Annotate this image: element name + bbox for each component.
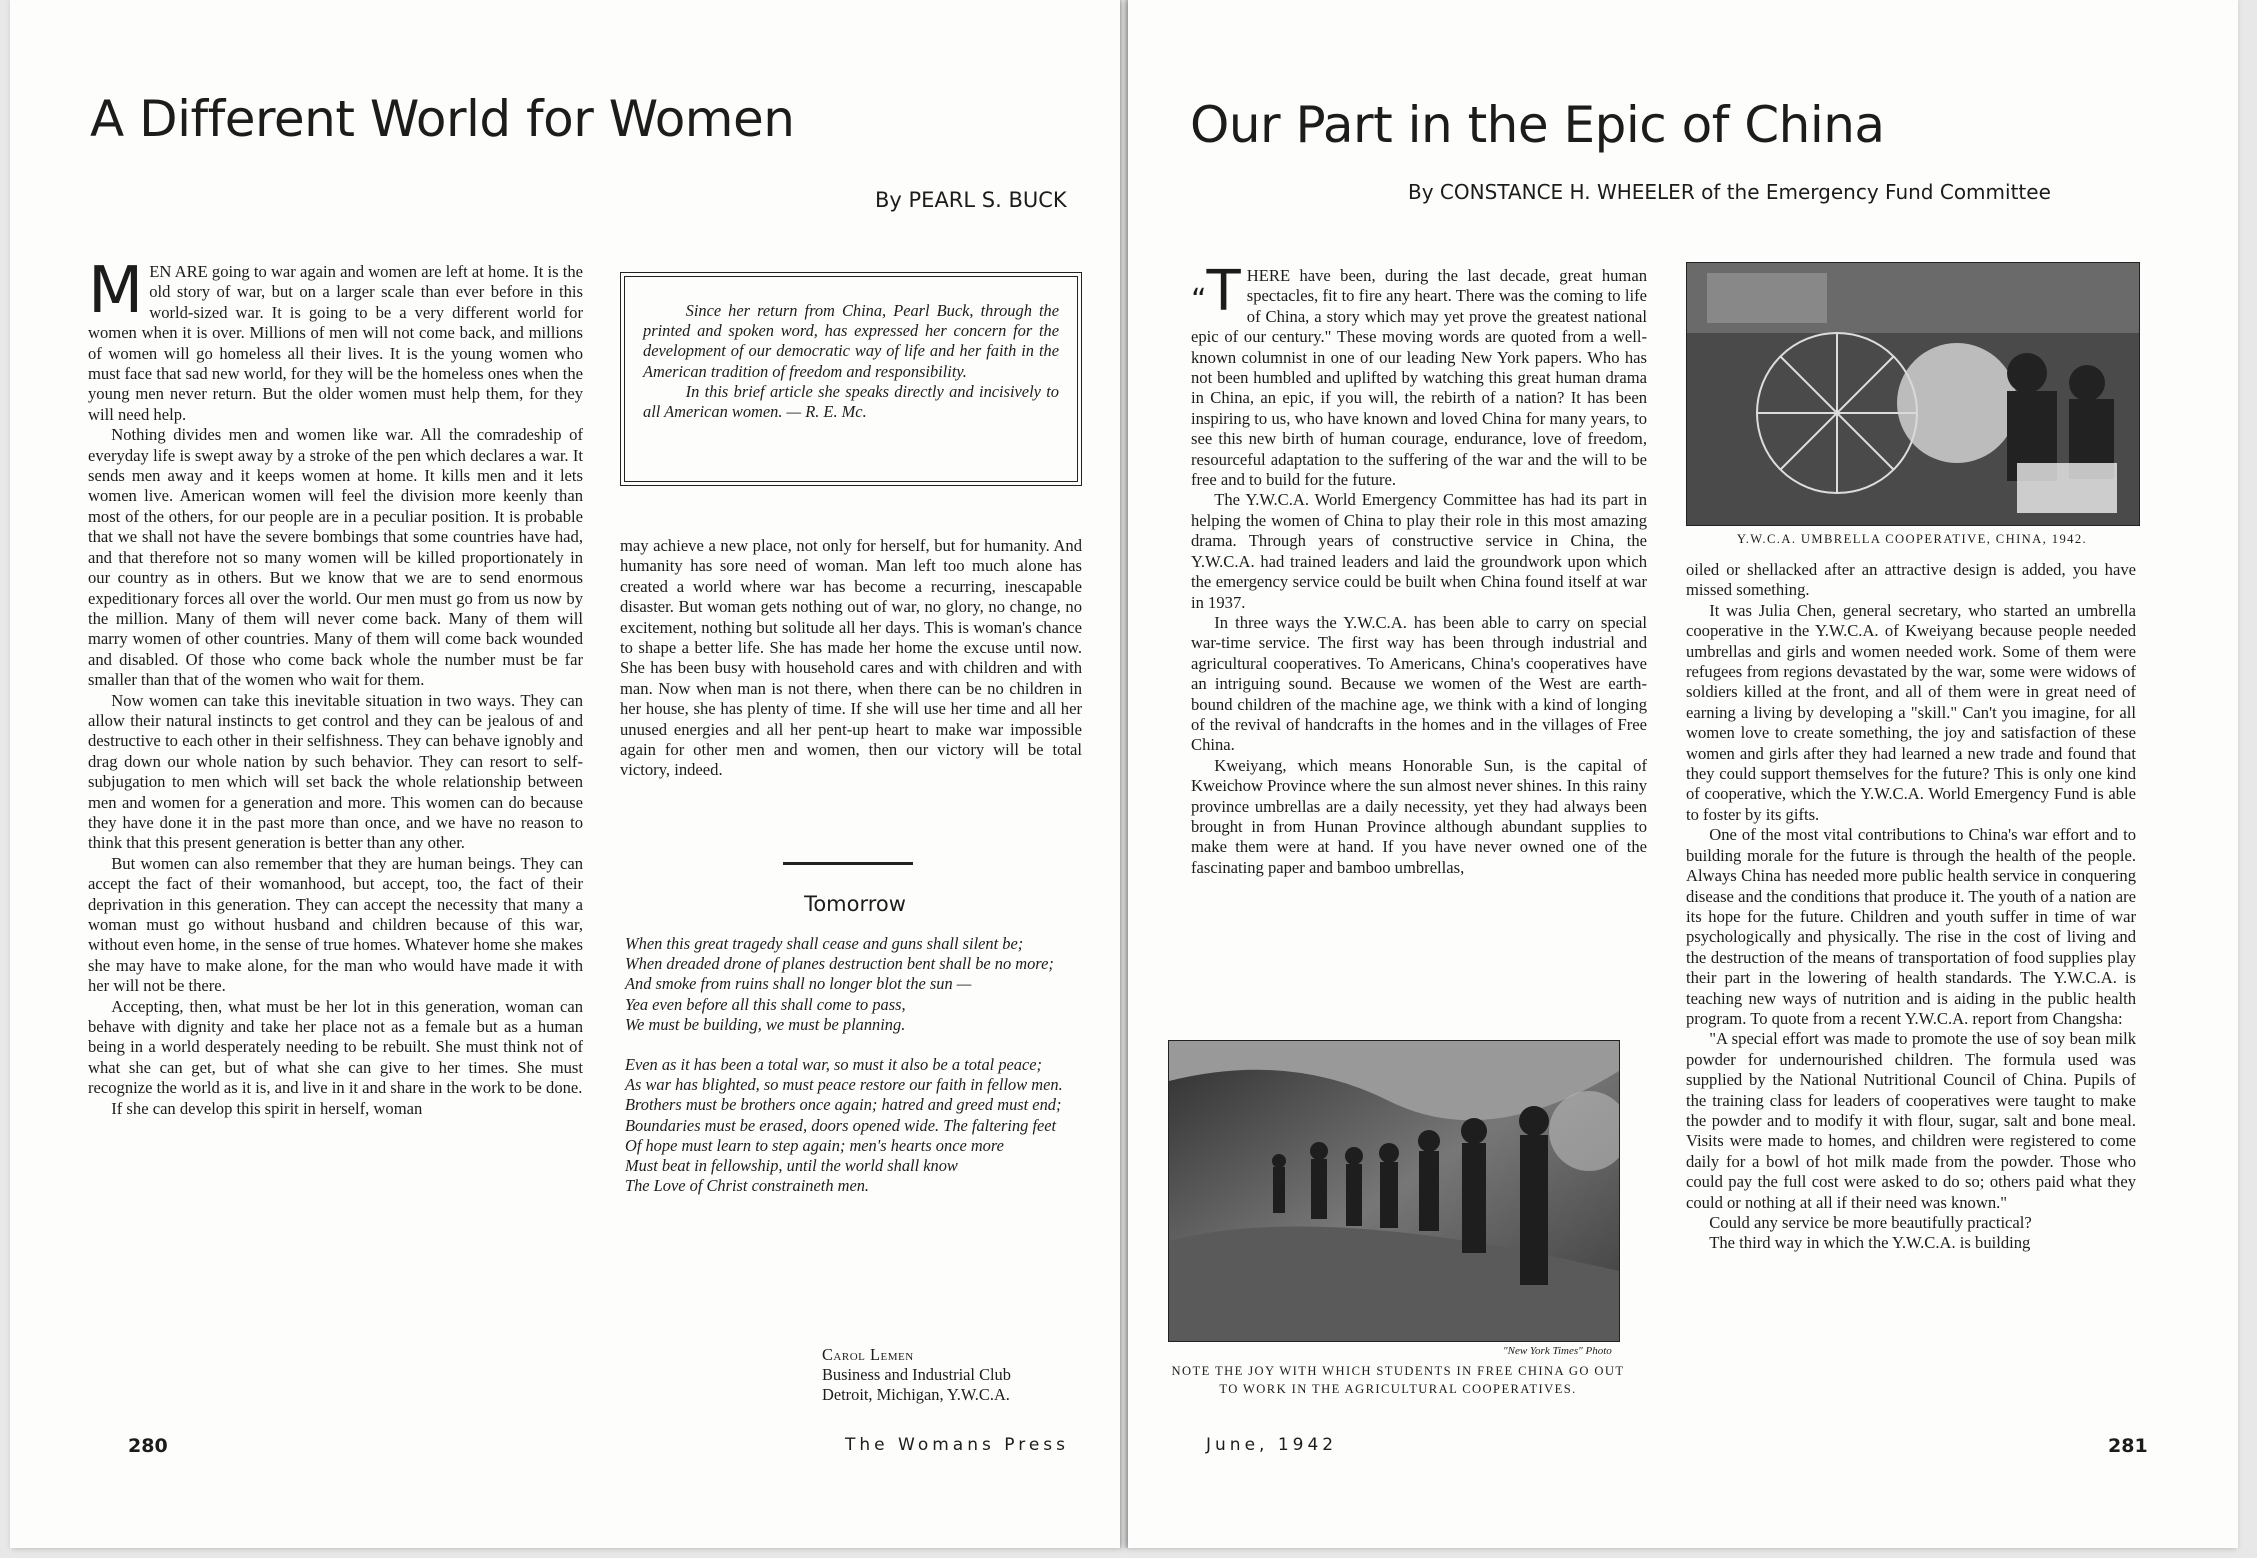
paragraph: may achieve a new place, not only for herself, but for humanity. And humanity has sore need of woman. Man left too much alone has created a world where war has become a recurring, inescapable disaster. But woman gets nothing out of war, no glory, no change, no excitement, nothing but solitude all her days. This is woman's chance to shape a better life. She has made her home the excuse until now. She has been busy with household cares and with children and with man. Now when man is not there, when there can be no children in her house, she has plenty of time. If she will use her time and all her unused energies and all her pent-up heart to make war impossible again for other men and women, then our victory will be total victory, indeed.	[620, 536, 1082, 780]
paragraph: Accepting, then, what must be her lot in this generation, woman can behave with dignity and take her place not as a female but as a human being in a world desperately needing to be rebuilt. She must think not of what she can get, but of what she can give to her times. She must recognize the world as it is, and live in it and share in the work to be done.	[88, 996, 583, 1098]
poem-line: Must beat in fellowship, until the world shall know	[625, 1156, 958, 1176]
paragraph: It was Julia Chen, general secretary, who started an umbrella cooperative in the Y.W.C.A. of Kweiyang because people needed umbrellas and girls and women needed work. Some of them were refugees from regions devastated by the war, some were widows of soldiers killed at the front, and all of them were in great need of earning a living by developing a "skill." Can't you imagine, for all women love to create something, the joy and satisfaction of these women and girls after they had learned a new trade and found that they could support themselves for the future? This is only one kind of cooperative, which the Y.W.C.A. World Emergency Fund is able to foster by its gifts.	[1686, 600, 2136, 824]
paragraph: Nothing divides men and women like war. All the comradeship of everyday life is swept away by a stroke of the pen which declares a war. It sends men away and it keeps women at home. It kills men and it lets women live. American women will feel the division more keenly than most of the others, for our people are in a peculiar position. It is probable that we shall not have the severe bombings that some countries have had, and that therefore not so many women will be killed proportionately in our country as in others. But we know that we are to send enormous expeditionary forces all over the world. Our men must go from us now by the million. Many of them will never come back. Many of them will marry women of other countries. Many of them will come back wounded and disabled. Of those who come back whole the number must be far smaller than that of the women who wait for them.	[88, 425, 583, 690]
umbrella-photo-illustration	[1687, 263, 2139, 525]
umbrella-cooperative-photo	[1686, 262, 2140, 526]
photo-caption: NOTE THE JOY WITH WHICH STUDENTS IN FREE CHINA GO OUT TO WORK IN THE AGRICULTURAL COOPERATIVES.	[1171, 1364, 1625, 1396]
photo-credit: "New York Times" Photo	[1503, 1345, 1612, 1357]
paragraph: oiled or shellacked after an attractive design is added, you have missed something.	[1686, 560, 2136, 600]
students-photo	[1168, 1040, 1620, 1342]
paragraph: The third way in which the Y.W.C.A. is building	[1709, 1233, 2031, 1253]
poem-line: The Love of Christ constraineth men.	[625, 1176, 870, 1196]
paragraph: Could any service be more beautifully practical?	[1709, 1213, 2032, 1232]
editor-note-box	[620, 272, 1082, 486]
paragraph: “T HERE have been, during the last decade, great human spectacles, fit to fire any heart. There was the coming to life of China, a story which may yet prove the greatest national epic of our century." These moving words are quoted from a well-known columnist in one of our leading New York papers. Who has not been humbled and uplifted by watching this great human drama in China, an epic, if you will, the rebirth of a nation? It has been inspiring to us, who have known and loved China for many years, to see this new birth of human courage, endurance, love of freedom, resourceful adaptation to the suffering of the war and the will to be free and to build for the future.	[1191, 259, 1647, 490]
students-photo-illustration	[1169, 1041, 1619, 1341]
paragraph: MEN ARE going to war again and women are left at home. It is the old story of war, but on a larger scale than ever before in this world-sized war. It is going to be a very different world for women when it is over. Millions of men will not come back, and millions of women will go homeless all their lives. It is the young women who must face that sad new world, for they will be the homeless ones when the young men never return. But the older women must help them, for they will need help.	[88, 254, 583, 424]
poem-line: Boundaries must be erased, doors opened wide. The faltering feet	[625, 1115, 1057, 1135]
poem-line: We must be building, we must be planning.	[625, 1014, 906, 1034]
poem-line: When this great tragedy shall cease and guns shall silent be;	[625, 934, 1024, 953]
article-column-2	[620, 536, 1082, 781]
paragraph: In three ways the Y.W.C.A. has been able to carry on special war-time service. The first way has been through industrial and agricultural cooperatives. To Americans, China's cooperatives have an intriguing sound. Because we women of the West are earth-bound children of the machine age, we think with a kind of longing of the revival of handcrafts in the homes and in the villages of Free China.	[1191, 612, 1647, 755]
drop-cap: “T	[1191, 259, 1241, 324]
poem	[625, 934, 1077, 1196]
poem-signature	[822, 1345, 1011, 1406]
poem-line: Even as it has been a total war, so must it also be a total peace;	[625, 1055, 1043, 1075]
paragraph: The Y.W.C.A. World Emergency Committee has had its part in helping the women of China to play their role in this most amazing drama. Through years of constructive service in China, the Y.W.C.A. had trained leaders and laid the groundwork upon which the emergency service could be built when China found itself at war in 1937.	[1191, 490, 1647, 612]
editor-note-paragraph: In this brief article she speaks directly and incisively to all American women. — R. E. Mc.	[643, 381, 1059, 422]
poem-line: Brothers must be brothers once again; hatred and greed must end;	[625, 1095, 1062, 1115]
article-column-1	[88, 254, 583, 1119]
page-number: 281	[2108, 1435, 2148, 1457]
poem-line: As war has blighted, so must peace restore our faith in fellow men.	[625, 1075, 1063, 1095]
poem-line: Of hope must learn to step again; men's hearts once more	[625, 1135, 1004, 1155]
left-page	[10, 0, 1120, 1548]
paragraph: One of the most vital contributions to China's war effort and to building morale for the future is through the health of the people. Always China has needed more public health service in conquering disease and the conditions that produce it. The youth of a nation are its hope for the future. Children and youth suffer in time of war psychologically and physically. The rise in the cost of living and the destruction of the means of transportation of food supplies play their part in the lowering of health standards. The Y.W.C.A. is teaching new ways of nutrition and is aiding in the public health program. To quote from a recent Y.W.C.A. report from Changsha:	[1686, 825, 2136, 1028]
right-page	[1128, 0, 2238, 1548]
paragraph: But women can also remember that they are human beings. They can accept the fact of their womanhood, but accept, too, the fact of their deprivation in this generation. They can accept the necessity that many a woman must go without husband and children because of this war, without even home, in the sense of true homes. Whatever home she makes she may have to make alone, for the man who would have made it with her will not be there.	[88, 853, 583, 996]
paragraph: Now women can take this inevitable situation in two ways. They can allow their natural instincts to get control and they can be jealous of and destructive to each other in their selfishness. They can behave ignobly and drag down our whole nation by such behavior. They can resort to self-subjugation to men which will set back the whole relationship between men and women for a generation and more. This women can do because they have done it in the past more than once, and we have no reason to think that this present generation is better than any other.	[88, 690, 583, 853]
magazine-name: The Womans Press	[845, 1435, 1069, 1455]
article-column-2	[1686, 560, 2136, 1254]
paragraph: Kweiyang, which means Honorable Sun, is the capital of Kweichow Province where the sun almost never shines. In this rainy province umbrellas are a daily necessity, yet they had always been brought in from Hunan Province although abundant supplies to make them were at hand. If you have never owned one of the fascinating paper and bamboo umbrellas,	[1191, 755, 1647, 877]
poem-line: When dreaded drone of planes destruction bent shall be no more;	[625, 954, 1054, 974]
article-title: Our Part in the Epic of China	[1190, 96, 1885, 154]
paragraph: If she can develop this spirit in herself, woman	[111, 1098, 423, 1118]
article-title: A Different World for Women	[90, 90, 795, 148]
page-number: 280	[128, 1435, 168, 1457]
article-byline: By PEARL S. BUCK	[875, 188, 1067, 212]
drop-cap: M	[88, 254, 144, 328]
article-byline: By CONSTANCE H. WHEELER of the Emergency Fund Committee	[1408, 180, 2051, 204]
issue-date: June, 1942	[1206, 1435, 1338, 1455]
poem-line: Yea even before all this shall come to pass,	[625, 994, 906, 1014]
poem-title: Tomorrow	[804, 892, 906, 916]
poem-line: And smoke from ruins shall no longer blot the sun —	[625, 974, 972, 994]
article-column-1	[1191, 259, 1647, 878]
paragraph: "A special effort was made to promote the use of soy bean milk powder for undernourished children. The formula used was supplied by the National Nutritional Council of China. Pupils of the training class for leaders of cooperatives were taught to make the powder and to modify it with flour, sugar, salt and bone meal. Visits were made to homes, and children were registered to come daily for a bowl of hot milk made from the powder. Those who could pay the full cost were asked to do so; others paid what they could or nothing at all if their need was known."	[1686, 1029, 2136, 1212]
section-divider	[783, 862, 913, 865]
author-name: Carol Lemen	[822, 1345, 914, 1364]
author-club: Business and Industrial Club	[822, 1365, 1011, 1385]
photo-caption: Y.W.C.A. UMBRELLA COOPERATIVE, CHINA, 1942.	[1736, 532, 2088, 546]
editor-note-paragraph: Since her return from China, Pearl Buck, through the printed and spoken word, has expressed her concern for the development of our democratic way of life and her faith in the American tradition of freedom and responsibility.	[643, 301, 1059, 381]
author-location: Detroit, Michigan, Y.W.C.A.	[822, 1385, 1010, 1405]
